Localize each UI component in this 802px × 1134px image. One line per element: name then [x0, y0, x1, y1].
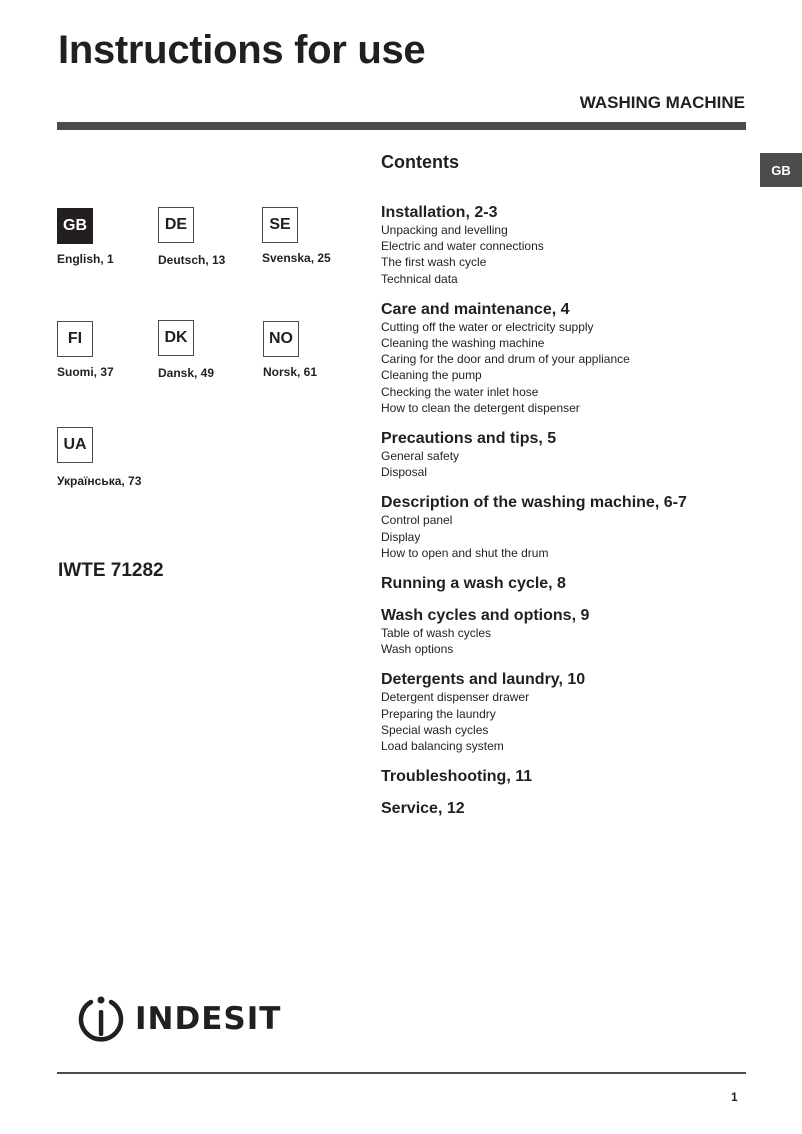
table-of-contents [381, 203, 751, 831]
language-code-box: UA [57, 427, 93, 463]
toc-item[interactable]: Detergent dispenser drawer [381, 690, 530, 705]
toc-item[interactable]: Display [381, 529, 421, 544]
toc-item[interactable]: Caring for the door and drum of your appliance [381, 352, 630, 367]
brand-name: INDESIT [135, 1001, 282, 1037]
toc-section-running [381, 574, 751, 593]
toc-item[interactable]: Checking the water inlet hose [381, 384, 539, 399]
toc-item[interactable]: Special wash cycles [381, 722, 489, 737]
language-label: Svenska, 25 [262, 251, 331, 265]
language-label: Українська, 73 [57, 474, 142, 488]
power-i-icon [75, 994, 127, 1044]
toc-section-installation [381, 203, 751, 287]
toc-item[interactable]: The first wash cycle [381, 255, 487, 270]
language-side-tab: GB [760, 153, 802, 187]
language-suomi[interactable] [57, 321, 114, 379]
language-norsk[interactable] [263, 321, 317, 379]
toc-item[interactable]: Table of wash cycles [381, 626, 492, 641]
language-code-box: DK [158, 320, 194, 356]
toc-section-title[interactable]: Description of the washing machine, 6-7 [381, 494, 687, 512]
toc-section-wash-cycles [381, 606, 751, 657]
brand-logo [75, 994, 281, 1044]
toc-item[interactable]: Load balancing system [381, 739, 504, 754]
page-title: Instructions for use [58, 28, 426, 72]
language-code-box: FI [57, 321, 93, 357]
toc-section-title[interactable]: Troubleshooting, 11 [381, 768, 533, 786]
toc-item[interactable]: General safety [381, 449, 460, 464]
language-deutsch[interactable] [158, 207, 225, 267]
toc-item[interactable]: Cleaning the pump [381, 368, 482, 383]
toc-section-title[interactable]: Detergents and laundry, 10 [381, 671, 586, 689]
toc-item[interactable]: Preparing the laundry [381, 706, 496, 721]
language-english[interactable] [57, 208, 114, 266]
toc-item[interactable]: Control panel [381, 513, 453, 528]
toc-item[interactable]: Wash options [381, 642, 454, 657]
language-code-box: NO [263, 321, 299, 357]
toc-section-service [381, 799, 751, 818]
toc-item[interactable]: How to open and shut the drum [381, 545, 549, 560]
toc-section-precautions [381, 429, 751, 480]
language-code-box: GB [57, 208, 93, 244]
toc-section-description [381, 493, 751, 561]
language-label: English, 1 [57, 252, 114, 266]
footer-divider [57, 1072, 746, 1074]
toc-item[interactable]: How to clean the detergent dispenser [381, 400, 580, 415]
model-number: IWTE 71282 [58, 560, 164, 581]
language-label: Suomi, 37 [57, 365, 114, 379]
toc-section-title[interactable]: Care and maintenance, 4 [381, 300, 570, 318]
product-type: WASHING MACHINE [579, 93, 745, 112]
toc-item[interactable]: Unpacking and levelling [381, 223, 508, 237]
toc-item[interactable]: Disposal [381, 465, 428, 480]
toc-section-title[interactable]: Running a wash cycle, 8 [381, 575, 566, 593]
contents-heading: Contents [381, 152, 459, 172]
page-number: 1 [731, 1090, 738, 1104]
language-code-box: SE [262, 207, 298, 243]
header-divider [57, 122, 746, 130]
language-label: Deutsch, 13 [158, 253, 226, 267]
language-svenska[interactable] [262, 207, 331, 265]
toc-section-detergents [381, 670, 751, 754]
language-ukrainian[interactable] [57, 427, 141, 488]
language-label: Dansk, 49 [158, 366, 215, 380]
toc-item[interactable]: Electric and water connections [381, 239, 544, 254]
toc-section-title[interactable]: Service, 12 [381, 800, 465, 818]
toc-section-troubleshooting [381, 767, 751, 786]
toc-item[interactable]: Technical data [381, 271, 458, 286]
language-code-box: DE [158, 207, 194, 243]
toc-section-title[interactable]: Installation, 2-3 [381, 204, 498, 221]
language-label: Norsk, 61 [263, 365, 318, 379]
toc-item[interactable]: Cleaning the washing machine [381, 336, 545, 351]
toc-section-care [381, 300, 751, 416]
toc-item[interactable]: Cutting off the water or electricity supply [381, 319, 594, 334]
toc-section-title[interactable]: Wash cycles and options, 9 [381, 607, 590, 625]
language-dansk[interactable] [158, 320, 214, 380]
toc-section-title[interactable]: Precautions and tips, 5 [381, 430, 557, 448]
